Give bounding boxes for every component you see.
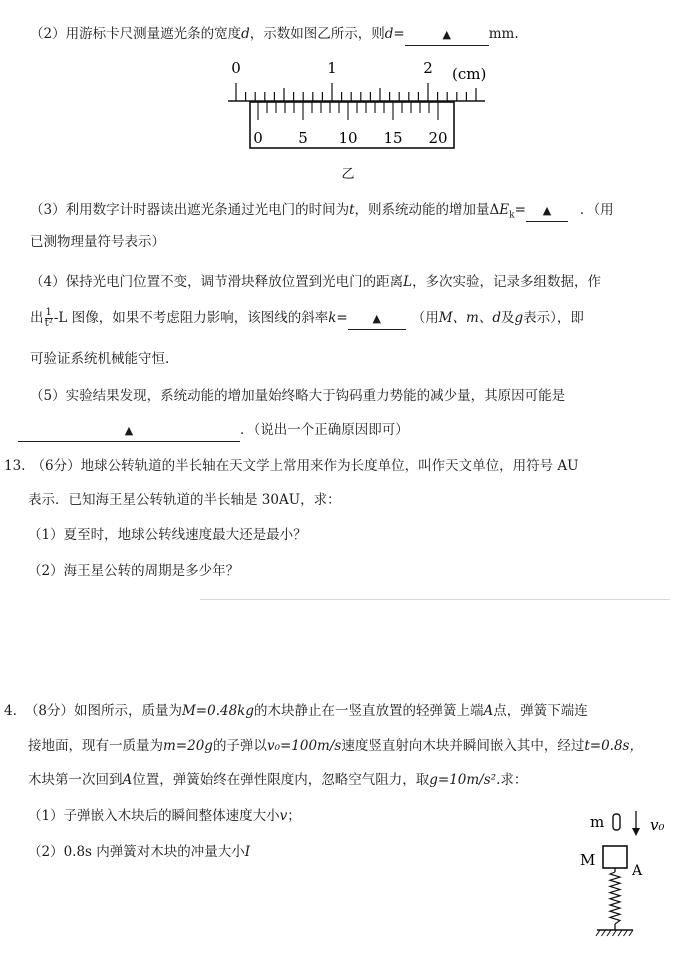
vernier-label-20: 20	[428, 129, 448, 147]
vernier-scale-ticks	[258, 102, 438, 120]
ground-hatch	[596, 930, 633, 936]
hatch-line	[602, 930, 606, 936]
q13-sub2: （2）海王星公转的周期是多少年？	[28, 563, 240, 579]
q12-part4-line3: 可验证系统机械能守恒.	[30, 351, 170, 367]
main-scale-ticks	[236, 83, 476, 101]
vernier-caliper-figure	[220, 55, 500, 185]
q13-sub1: （1）夏至时，地球公转线速度最大还是最小？	[28, 527, 307, 543]
figure-caption: 乙	[341, 167, 355, 182]
q14-line3: 木块第一次回到A位置，弹簧始终在弹性限度内，忽略空气阻力，取g=10m/s².求：	[28, 772, 528, 788]
scan-faint-line	[200, 599, 670, 600]
hatch-line	[618, 930, 622, 936]
block-M	[603, 846, 627, 868]
main-label-0: 0	[231, 59, 241, 77]
q12-part5-line2: ▲ ．（说出一个正确原因即可）	[18, 420, 409, 442]
vernier-label-10: 10	[338, 129, 358, 147]
answer-blank-k[interactable]: ▲	[348, 308, 406, 330]
label-M: M	[580, 851, 596, 869]
q12-part3: （3）利用数字计时器读出遮光条通过光电门的时间为t，则系统动能的增加量$\Delta E_k=$ ▲ ．（用	[30, 202, 614, 221]
hatch-line	[613, 930, 617, 936]
hatch-line	[629, 930, 633, 936]
fraction-1-over-t2: $\frac{1}{\text{t²}}$	[44, 307, 53, 329]
q12-part5-line1: （5）实验结果发现，系统动能的增加量始终略大于钩码重力势能的减少量，其原因可能是	[30, 388, 566, 404]
q13-line2: 表示．已知海王星公转轨道的半长轴是 30AU，求：	[28, 492, 341, 508]
unit-label: (cm)	[452, 65, 487, 83]
hatch-line	[624, 930, 628, 936]
hatch-line	[596, 930, 600, 936]
vernier-label-15: 15	[383, 129, 403, 147]
q14-sub1: （1）子弹嵌入木块后的瞬间整体速度大小v；	[28, 808, 301, 824]
q12-part4-line2: 出 $\frac{1}{\text{t²}}$ -L 图像，如果不考虑阻力影响，该图线的斜率k= ▲ （用M、m、d及g表示），即	[30, 307, 584, 329]
answer-blank-reason[interactable]: ▲	[18, 420, 240, 442]
hatch-line	[607, 930, 611, 936]
answer-blank-d[interactable]: ▲	[405, 24, 489, 46]
answer-blank-ek[interactable]: ▲	[526, 200, 568, 222]
arrow-head-icon	[632, 828, 640, 836]
label-m: m	[590, 813, 605, 831]
label-A: A	[632, 863, 643, 879]
bullet-shape	[613, 814, 620, 830]
vernier-label-5: 5	[298, 129, 308, 147]
spring-block-figure	[570, 808, 680, 943]
q12-part4-line1: （4）保持光电门位置不变，调节滑块释放位置到光电门的距离L，多次实验，记录多组数据，作	[30, 274, 602, 290]
q12-part3-cont: 已测物理量符号表示）	[30, 234, 165, 250]
vernier-label-0: 0	[253, 129, 263, 147]
main-label-1: 1	[327, 59, 337, 77]
q14-sub2: （2）0.8s 内弹簧对木块的冲量大小I	[28, 844, 251, 860]
q12-part2: （2）用游标卡尺测量遮光条的宽度d，示数如图乙所示，则d= ▲ mm.	[30, 24, 519, 46]
main-label-2: 2	[423, 59, 433, 77]
label-v0: v₀	[650, 816, 665, 834]
q14-line1: 4. （8分）如图所示，质量为M=0.48kg的木块静止在一竖直放置的轻弹簧上端A点，弹簧下端连	[4, 703, 588, 719]
q14-line2: 接地面，现有一质量为m=20g的子弹以v₀=100m/s速度竖直射向木块并瞬间嵌入其中，经过t=0.8s，	[28, 738, 643, 754]
spring-coil	[610, 872, 620, 924]
q13-line1: 13. （6分）地球公转轨道的半长轴在天文学上常用来作为长度单位，叫作天文单位，用符号 AU	[4, 458, 579, 474]
